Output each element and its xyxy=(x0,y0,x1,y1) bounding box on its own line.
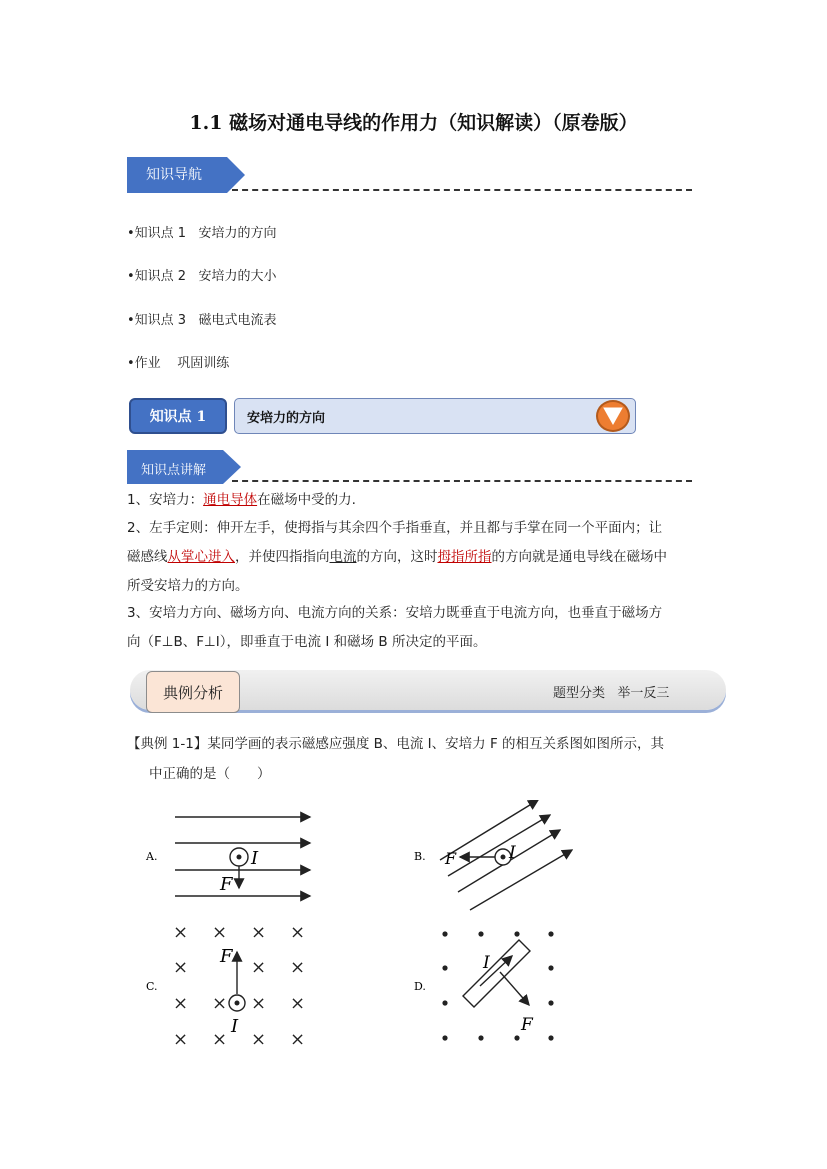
field-into-icon: × xyxy=(251,1029,267,1050)
field-out-dot xyxy=(442,965,447,970)
option-d-diagram[interactable] xyxy=(442,931,553,1040)
field-into-icon: × xyxy=(212,993,228,1014)
p3-line-1: 3、安培力方向、磁场方向、电流方向的关系：安培力既垂直于电流方向，也垂直于磁场方 xyxy=(127,605,663,621)
page-title: 1.1 磁场对通电导线的作用力（知识解读）（原卷版） xyxy=(189,112,638,134)
option-b-label[interactable]: B. xyxy=(414,850,426,863)
p3-line-2: 向（F⊥B、F⊥I），即垂直于电流 I 和磁场 B 所决定的平面。 xyxy=(127,634,487,650)
field-into-icon: × xyxy=(290,957,306,978)
option-c-label[interactable]: C. xyxy=(146,980,158,993)
p2-text-b: 磁感线 xyxy=(127,549,168,565)
field-into-icon: × xyxy=(173,922,189,943)
p2-line-1: 2、左手定则：伸开左手，使拇指与其余四个手指垂直，并且都与手掌在同一个平面内；让 xyxy=(127,520,663,536)
nav-item-3[interactable]: •知识点 3 磁电式电流表 xyxy=(127,313,277,328)
field-out-dot xyxy=(548,1000,553,1005)
field-out-dot xyxy=(548,931,553,936)
nav-item-2[interactable]: •知识点 2 安培力的大小 xyxy=(127,269,277,284)
option-d-label[interactable]: D. xyxy=(414,980,426,993)
p1-keyword: 通电导体 xyxy=(203,492,258,508)
option-b-force-label: F xyxy=(445,849,457,868)
field-into-icon: × xyxy=(251,957,267,978)
knowledge-point-badge: 知识点 1 xyxy=(129,398,227,434)
field-into-icon: × xyxy=(290,993,306,1014)
field-into-icon: × xyxy=(173,1029,189,1050)
explanation-divider xyxy=(232,480,692,482)
option-b-current-label: I xyxy=(509,843,516,863)
p2-line-3: 所受安培力的方向。 xyxy=(127,578,249,594)
explanation-paragraph-1 xyxy=(127,486,707,515)
p2-keyword-2: 拇指所指 xyxy=(437,549,492,565)
option-b-diagram[interactable] xyxy=(440,800,572,910)
field-into-icon: × xyxy=(290,1029,306,1050)
explanation-tab-label: 知识点讲解 xyxy=(141,463,207,478)
explanation-paragraph-2 xyxy=(127,514,707,601)
nav-item-1[interactable]: •知识点 1 安培力的方向 xyxy=(127,226,277,241)
nav-item-homework[interactable]: •作业 巩固训练 xyxy=(127,356,230,371)
nav-divider xyxy=(232,189,692,191)
option-d-current-label: I xyxy=(483,953,490,973)
option-a-label[interactable]: A. xyxy=(146,850,158,863)
option-c-force-label: F xyxy=(220,946,233,967)
explanation-paragraph-3 xyxy=(127,599,707,657)
field-into-icon: × xyxy=(251,993,267,1014)
field-into-icon: × xyxy=(212,1029,228,1050)
p2-text-e: 的方向就是通电导线在磁场中 xyxy=(491,549,667,565)
field-out-dot xyxy=(514,1035,519,1040)
option-a-force-label: F xyxy=(220,874,233,895)
p2-keyword-1: 从掌心进入 xyxy=(167,549,235,565)
field-out-dot xyxy=(478,1035,483,1040)
option-a-current-label: I xyxy=(251,848,259,869)
field-out-dot xyxy=(548,1035,553,1040)
field-out-dot xyxy=(478,931,483,936)
figure-options xyxy=(140,800,720,1060)
field-out-dot xyxy=(548,965,553,970)
option-c-diagram[interactable] xyxy=(173,922,305,1050)
field-out-dot xyxy=(442,1000,447,1005)
example-categories: 题型分类 举一反三 xyxy=(553,686,670,701)
nav-tab-label: 知识导航 xyxy=(146,167,202,183)
p1-suffix: 在磁场中受的力. xyxy=(257,492,356,508)
field-into-icon: × xyxy=(212,922,228,943)
field-into-icon: × xyxy=(173,993,189,1014)
p2-underlined: 电流 xyxy=(329,549,357,565)
option-a-diagram[interactable] xyxy=(175,817,310,896)
p2-text-c: ，并使四指指向 xyxy=(235,549,330,565)
p1-prefix: 1、安培力： xyxy=(127,492,204,508)
field-line xyxy=(470,850,572,910)
knowledge-point-title: 安培力的方向 xyxy=(247,411,326,426)
field-into-icon: × xyxy=(173,957,189,978)
option-d-force-label: F xyxy=(521,1015,533,1035)
field-out-dot xyxy=(442,1035,447,1040)
field-out-dot xyxy=(514,931,519,936)
triangle-down-icon xyxy=(598,402,628,430)
force-arrow xyxy=(500,972,529,1005)
field-into-icon: × xyxy=(251,922,267,943)
p2-text-d: 的方向，这时 xyxy=(356,549,438,565)
question-label: 【典例 1-1】 xyxy=(127,736,208,752)
knowledge-point-toggle[interactable] xyxy=(596,400,630,432)
wire-conductor xyxy=(463,940,530,1007)
example-tag: 典例分析 xyxy=(146,671,240,713)
question xyxy=(127,729,717,789)
question-text: 某同学画的表示磁感应强度 B、电流 I、安培力 F 的相互关系图如图所示，其 xyxy=(207,736,665,752)
field-into-icon: × xyxy=(290,922,306,943)
field-out-dot xyxy=(442,931,447,936)
question-text-2: 中正确的是（ ） xyxy=(149,766,271,782)
option-c-current-label: I xyxy=(231,1016,239,1037)
